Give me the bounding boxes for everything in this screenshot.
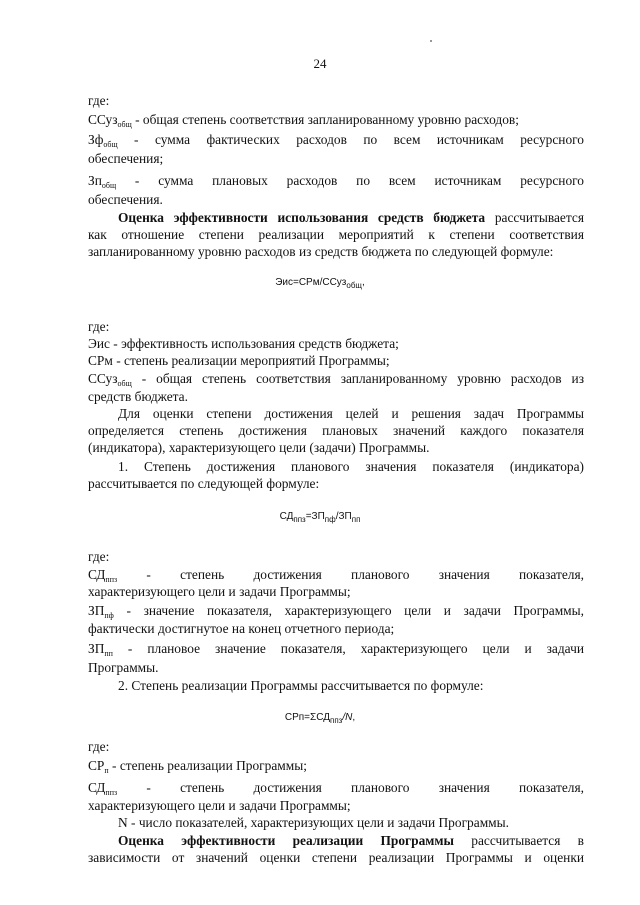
definition-line: $СД_{ппз}$ - степень достижения планового значения показателя, (88, 780, 584, 797)
definition-line: ССуз$_{общ}$ - общая степень соответствия запланированному уровню расходов; (88, 112, 519, 129)
definition-continuation: обеспечения; (88, 151, 164, 166)
definition-line: Эис - эффективность использования средств бюджета; (88, 336, 399, 351)
paragraph-line: Оценка эффективности использования средств бюджета рассчитывается (118, 210, 584, 225)
paragraph-line: Оценка эффективности реализации Программы рассчитывается в (118, 833, 584, 848)
paragraph-line: рассчитывается по следующей формуле: (88, 476, 320, 491)
definition-line: $ЗП_{пп}$ - плановое значение показателя, характеризующего цели и задачи (88, 641, 584, 658)
definition-line: $СД_{ппз}$ - степень достижения планового значения показателя, (88, 567, 584, 584)
definition-continuation: обеспечения. (88, 192, 163, 207)
paragraph-line: запланированному уровню расходов из средств бюджета по следующей формуле: (88, 244, 554, 259)
paragraph-line: (индикатора), характеризующего цели (задачи) Программы. (88, 440, 430, 455)
definition-line: ССуз$_{общ}$ - общая степень соответствия запланированному уровню расходов из (88, 371, 584, 388)
paragraph-line: Для оценки степени достижения целей и решения задач Программы (118, 406, 584, 421)
definition-continuation: Программы. (88, 660, 159, 675)
scan-speck (430, 40, 432, 42)
definition-continuation: фактически достигнутое на конец отчетного периода; (88, 621, 395, 636)
definition-continuation: характеризующего цели и задачи Программы; (88, 584, 351, 599)
where-label: где: (88, 549, 110, 564)
paragraph-line: определяется степень достижения плановых значений каждого показателя (88, 423, 584, 438)
definition-line: $Зф_{общ}$ - сумма фактических расходов по всем источникам ресурсного (88, 132, 584, 149)
definition-line: $СР_п$ - степень реализации Программы; (88, 758, 307, 775)
formula-goal-achievement: $СД_{ппз}=ЗП_{пф}/ЗП_{пп}$ (279, 511, 361, 524)
where-label: где: (88, 739, 110, 754)
paragraph-line: 1. Степень достижения планового значения показателя (индикатора) (118, 459, 584, 474)
page-number: 24 (313, 56, 327, 71)
where-label: где: (88, 319, 110, 334)
definition-continuation: характеризующего цели и задачи Программы; (88, 798, 351, 813)
formula-efficiency: Эис=СРм/ССуз$_{общ}$, (275, 277, 365, 290)
definition-line: СРм - степень реализации мероприятий Программы; (88, 353, 390, 368)
definition-continuation: средств бюджета. (88, 389, 188, 404)
paragraph-line: как отношение степени реализации мероприятий к степени соответствия (88, 227, 584, 242)
formula-program-realization: $СРп=\Sigma СД_{ппз}/N$, (284, 712, 356, 725)
where-label: где: (88, 93, 110, 108)
definition-line: N - число показателей, характеризующих цели и задачи Программы. (118, 815, 509, 830)
paragraph-line: зависимости от значений оценки степени реализации Программы и оценки (88, 850, 584, 865)
paragraph-line: 2. Степень реализации Программы рассчитывается по формуле: (118, 678, 484, 693)
definition-line: $Зп_{общ}$ - сумма плановых расходов по всем источникам ресурсного (88, 173, 584, 190)
definition-line: $ЗП_{пф}$ - значение показателя, характеризующего цели и задачи Программы, (88, 603, 584, 620)
